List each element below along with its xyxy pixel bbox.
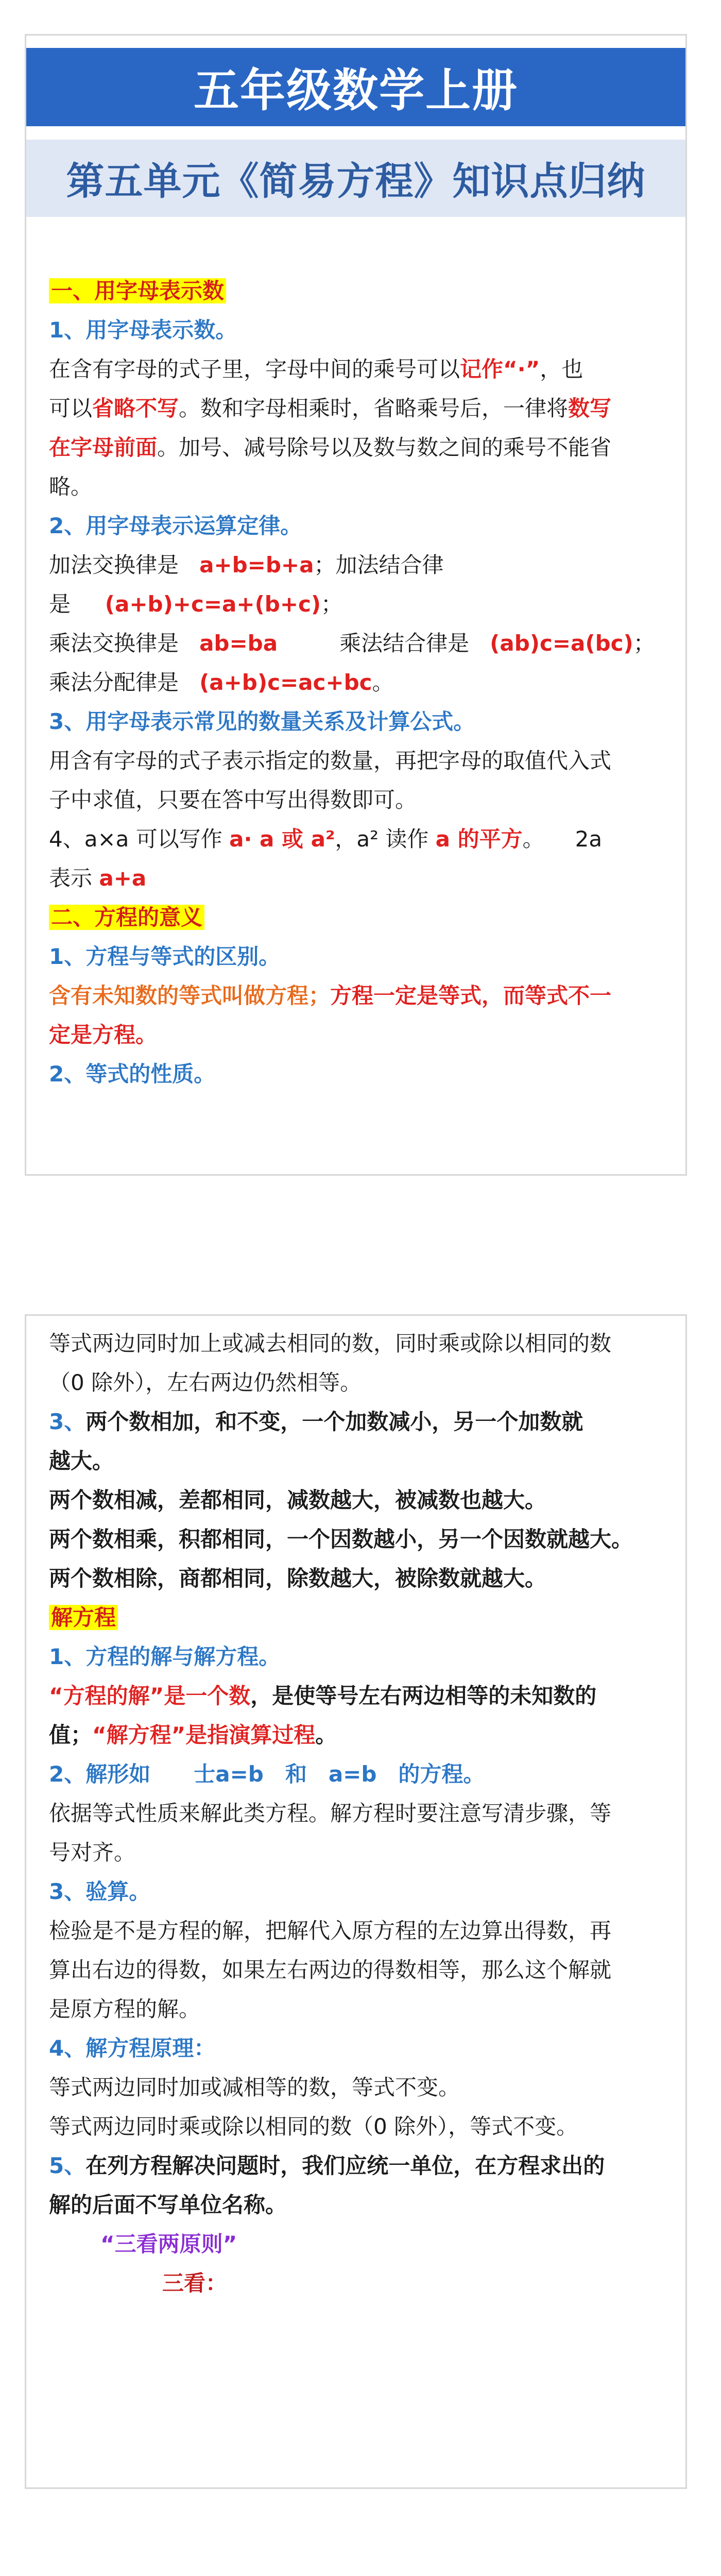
paragraph-line: 子中求值，只要在答中写出得数即可。 — [49, 787, 417, 812]
paragraph-line: 略。 — [49, 474, 93, 499]
paragraph-line: 两个数相除，商都相同，除数越大，被除数就越大。 — [49, 1566, 547, 1591]
paragraph-line: 依据等式性质来解此类方程。解方程时要注意写清步骤，等 — [49, 1801, 612, 1826]
item-heading: 2、等式的性质。 — [49, 1061, 216, 1087]
item-heading: 1、方程的解与解方程。 — [49, 1644, 281, 1669]
section-heading-2: 二、方程的意义 — [49, 905, 204, 930]
paragraph-line: 等式两边同时加上或减去相同的数，同时乘或除以相同的数 — [49, 1331, 612, 1356]
formula-line: 乘法分配律是 (a+b)c=ac+bc。 — [49, 670, 394, 695]
item-heading: 1、方程与等式的区别。 — [49, 944, 281, 969]
paragraph-line: 可以省略不写。数和字母相乘时，省略乘号后，一律将数写 — [49, 396, 612, 421]
paragraph-line: 两个数相减，差都相同，减数越大，被减数也越大。 — [49, 1487, 547, 1513]
paragraph-line: 检验是不是方程的解，把解代入原方程的左边算出得数，再 — [49, 1918, 612, 1943]
paragraph-line: 含有未知数的等式叫做方程；方程一定是等式，而等式不一 — [49, 983, 612, 1008]
paragraph-line: 两个数相乘，积都相同，一个因数越小，另一个因数就越大。 — [49, 1527, 633, 1552]
card-1 — [25, 34, 687, 1176]
page-subtitle: 第五单元《简易方程》知识点归纳 — [26, 140, 685, 217]
paragraph-line: 定是方程。 — [49, 1022, 158, 1047]
paragraph-line: 4、a×a 可以写作 a· a 或 a²，a² 读作 a 的平方。 2a — [49, 826, 603, 852]
rule-title: “三看两原则” — [100, 2231, 237, 2257]
paragraph-line: 值；“解方程”是指演算过程。 — [49, 1722, 337, 1748]
formula-line: 是 (a+b)+c=a+(b+c)； — [49, 591, 343, 617]
section-1 — [49, 272, 663, 1094]
paragraph-line: 在字母前面。加号、减号除号以及数与数之间的乘号不能省 — [49, 435, 612, 460]
paragraph-line: 越大。 — [49, 1448, 114, 1473]
paragraph-line: 用含有字母的式子表示指定的数量，再把字母的取值代入式 — [49, 748, 612, 773]
item-heading: 2、解形如 士a=b 和 a=b 的方程。 — [49, 1761, 485, 1787]
paragraph-line: 解的后面不写单位名称。 — [49, 2192, 287, 2217]
page-title: 五年级数学上册 — [26, 48, 685, 126]
paragraph-line: 5、在列方程解决问题时，我们应统一单位，在方程求出的 — [49, 2153, 605, 2178]
item-heading: 2、用字母表示运算定律。 — [49, 513, 302, 538]
paragraph-line: 等式两边同时加或减相等的数，等式不变。 — [49, 2075, 460, 2100]
paragraph-line: （0 除外），左右两边仍然相等。 — [49, 1370, 362, 1395]
section-heading-solve: 解方程 — [49, 1605, 118, 1630]
formula-line: 加法交换律是 a+b=b+a；加法结合律 — [49, 552, 444, 578]
card-2 — [25, 1314, 687, 2489]
item-heading: 4、解方程原理： — [49, 2036, 216, 2061]
paragraph-line: 是原方程的解。 — [49, 1996, 201, 2022]
item-heading: 3、用字母表示常见的数量关系及计算公式。 — [49, 709, 475, 734]
paragraph-line: 等式两边同时乘或除以相同的数（0 除外），等式不变。 — [49, 2114, 578, 2139]
paragraph-line: “方程的解”是一个数，是使等号左右两边相等的未知数的 — [49, 1683, 597, 1708]
section-heading-1: 一、用字母表示数 — [49, 278, 226, 303]
three-look-label: 三看： — [162, 2270, 228, 2296]
item-heading: 3、验算。 — [49, 1879, 151, 1904]
paragraph-line: 号对齐。 — [49, 1840, 136, 1865]
paragraph-line: 3、两个数相加，和不变，一个加数减小，另一个加数就 — [49, 1409, 583, 1434]
paragraph-line: 在含有字母的式子里，字母中间的乘号可以记作“·”，也 — [49, 357, 583, 382]
paragraph-line: 算出右边的得数，如果左右两边的得数相等，那么这个解就 — [49, 1957, 612, 1982]
item-heading: 1、用字母表示数。 — [49, 317, 237, 343]
formula-line: 乘法交换律是 ab=ba 乘法结合律是 (ab)c=a(bc)； — [49, 631, 655, 656]
paragraph-line: 表示 a+a — [49, 866, 147, 891]
